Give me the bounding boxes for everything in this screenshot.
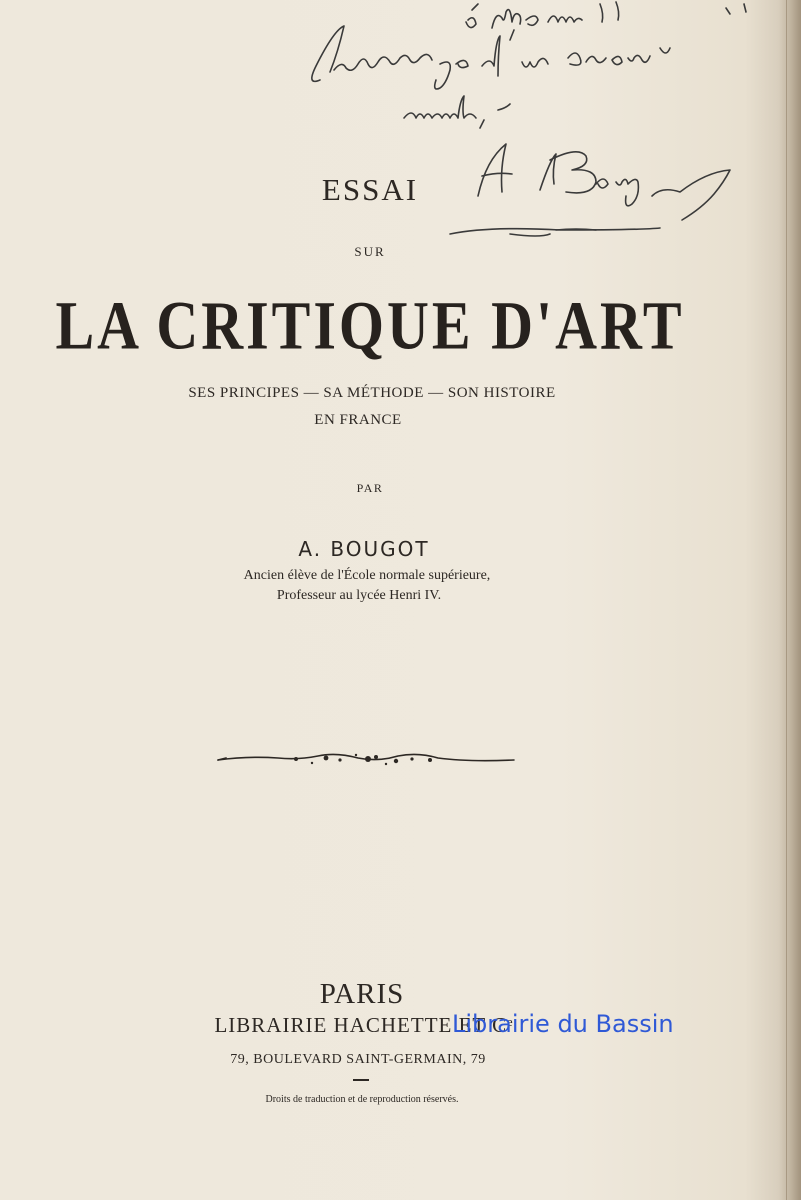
author-affiliation-1: Ancien élève de l'École normale supérieure, — [243, 568, 491, 583]
title-sur: SUR — [354, 244, 386, 259]
decorative-ornament-divider — [216, 750, 516, 776]
publisher-name: LIBRAIRIE HACHETTE ET Cᵉ — [214, 1013, 514, 1037]
main-title: LA CRITIQUE D'ART — [55, 287, 685, 364]
bookseller-watermark: Librairie du Bassin — [452, 1010, 674, 1038]
by-label: PAR — [356, 481, 384, 495]
handwritten-dedication-signature — [300, 0, 780, 250]
page-edge-line — [786, 0, 787, 1200]
author-name: A. BOUGOT — [298, 537, 430, 561]
subtitle-line-2: EN FRANCE — [314, 412, 402, 428]
author-affiliation-2: Professeur au lycée Henri IV. — [276, 588, 442, 603]
title-essai: ESSAI — [321, 172, 419, 207]
subtitle-line-1: SES PRINCIPES — SA MÉTHODE — SON HISTOIRE — [188, 385, 556, 401]
rights-notice: Droits de traduction et de reproduction réservés. — [265, 1094, 459, 1105]
separator-rule — [353, 1079, 369, 1081]
publication-city: PARIS — [319, 978, 405, 1010]
page-edge-shadow — [779, 0, 801, 1200]
publisher-address: 79, BOULEVARD SAINT-GERMAIN, 79 — [230, 1052, 486, 1067]
